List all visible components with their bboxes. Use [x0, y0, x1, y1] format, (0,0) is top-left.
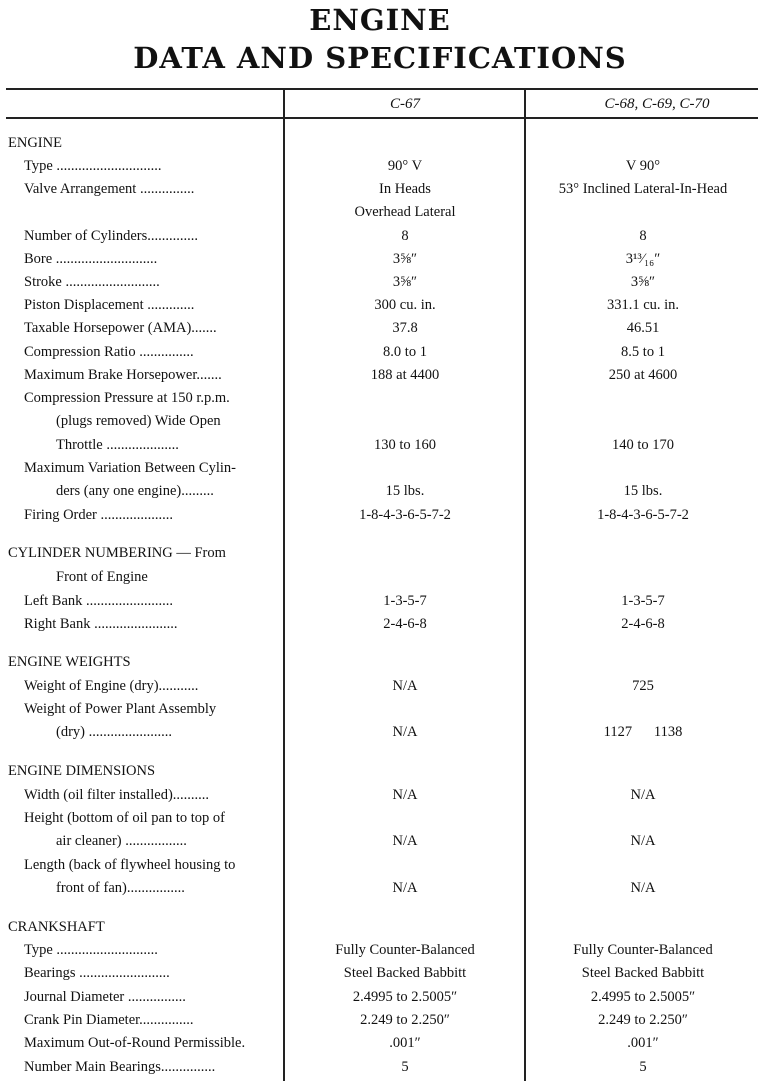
value-c68-c70: 15 lbs. — [623, 483, 663, 499]
column-header-c68-c70: C-68, C-69, C-70 — [604, 96, 710, 112]
table-row — [0, 457, 760, 480]
table-row — [0, 341, 760, 364]
value-c68-c70: Fully Counter-Balanced — [573, 942, 713, 958]
header-bottom-rule — [6, 117, 758, 119]
section-heading-row — [0, 916, 760, 939]
section-label: ENGINE DIMENSIONS — [8, 763, 156, 779]
value-c68-c70: 725 — [632, 678, 654, 694]
spec-label: Left Bank ........................ — [24, 593, 174, 609]
spec-label: front of fan)................ — [56, 880, 185, 896]
value-c68-c70: 250 at 4600 — [608, 367, 678, 383]
spec-label: Compression Ratio ............... — [24, 344, 194, 360]
value-c67: Fully Counter-Balanced — [335, 942, 475, 958]
table-row — [0, 1032, 760, 1055]
value-c68-c70: N/A — [630, 833, 656, 849]
table-row — [0, 317, 760, 340]
value-c67: N/A — [392, 724, 418, 740]
value-c68-c70: 5 — [639, 1059, 647, 1075]
value-c68-c70: 2.249 to 2.250″ — [598, 1012, 688, 1028]
spec-label: Bore ............................ — [24, 251, 158, 267]
value-c67: 3⅝″ — [392, 251, 418, 267]
section-label: CYLINDER NUMBERING — From — [8, 545, 226, 561]
spec-label: Bearings ......................... — [24, 965, 170, 981]
table-row — [0, 480, 760, 503]
spec-label: Journal Diameter ................ — [24, 989, 186, 1005]
table-row — [0, 939, 760, 962]
page-title-line-1: ENGINE — [309, 3, 451, 37]
table-row — [0, 566, 760, 589]
value-c68-c70: 331.1 cu. in. — [606, 297, 680, 313]
section-heading-row — [0, 760, 760, 783]
spec-label: Weight of Engine (dry)........... — [24, 678, 199, 694]
value-c67: 1-8-4-3-6-5-7-2 — [359, 507, 451, 523]
spec-label: Weight of Power Plant Assembly — [24, 701, 217, 717]
value-c67: N/A — [392, 833, 418, 849]
table-row — [0, 364, 760, 387]
section-label: ENGINE — [8, 135, 62, 151]
spec-label: Crank Pin Diameter............... — [24, 1012, 194, 1028]
value-c68-c70: 3¹³⁄₁₆″ — [625, 251, 661, 267]
value-c67: Overhead Lateral — [354, 204, 456, 220]
value-c68-c70: N/A — [630, 787, 656, 803]
value-c67: N/A — [392, 880, 418, 896]
section-heading-row — [0, 651, 760, 674]
value-c67: 1-3-5-7 — [383, 593, 427, 609]
section-heading-row — [0, 542, 760, 565]
value-c67: 37.8 — [392, 320, 418, 336]
table-row — [0, 854, 760, 877]
value-c67: Steel Backed Babbitt — [343, 965, 467, 981]
table-row — [0, 201, 760, 224]
value-c67: 300 cu. in. — [374, 297, 436, 313]
table-row — [0, 721, 760, 744]
spec-label: Right Bank ....................... — [24, 616, 178, 632]
value-c67: 8.0 to 1 — [383, 344, 427, 360]
table-top-rule — [6, 88, 758, 90]
value-c67: .001″ — [389, 1035, 421, 1051]
table-row — [0, 294, 760, 317]
table-row — [0, 877, 760, 900]
value-c67: 5 — [401, 1059, 409, 1075]
value-c68-c70: V 90° — [625, 158, 661, 174]
table-row — [0, 1009, 760, 1032]
table-row — [0, 613, 760, 636]
value-c67: 130 to 160 — [373, 437, 437, 453]
spec-label: Firing Order .................... — [24, 507, 174, 523]
table-row — [0, 590, 760, 613]
table-row — [0, 271, 760, 294]
spec-label: Number Main Bearings............... — [24, 1059, 216, 1075]
value-c67: 8 — [401, 228, 409, 244]
spec-label: Height (bottom of oil pan to top of — [24, 810, 225, 826]
value-c67: 3⅝″ — [392, 274, 418, 290]
table-row — [0, 1056, 760, 1079]
spec-label: Type ............................. — [24, 158, 162, 174]
spec-label: ders (any one engine)......... — [56, 483, 214, 499]
table-row — [0, 784, 760, 807]
value-c68-c70: 140 to 170 — [611, 437, 675, 453]
spec-label: Width (oil filter installed).......... — [24, 787, 210, 803]
spec-label: Piston Displacement ............. — [24, 297, 195, 313]
value-c67: 2.249 to 2.250″ — [360, 1012, 450, 1028]
table-row — [0, 248, 760, 271]
value-c67: In Heads — [379, 181, 431, 197]
value-c68-c70: 46.51 — [626, 320, 660, 336]
value-c68-c70: 1-8-4-3-6-5-7-2 — [597, 507, 689, 523]
spec-label: Taxable Horsepower (AMA)....... — [24, 320, 217, 336]
spec-label: Compression Pressure at 150 r.p.m. — [24, 390, 230, 406]
spec-label: air cleaner) ................. — [56, 833, 187, 849]
table-row — [0, 387, 760, 410]
value-c67: 2.4995 to 2.5005″ — [352, 989, 458, 1005]
table-row — [0, 675, 760, 698]
value-c67: 90° V — [387, 158, 423, 174]
spec-label: Maximum Variation Between Cylin- — [24, 460, 236, 476]
column-header-c67: C-67 — [390, 96, 420, 112]
table-row — [0, 504, 760, 527]
table-row — [0, 962, 760, 985]
spec-label: Stroke .......................... — [24, 274, 160, 290]
table-row — [0, 830, 760, 853]
page-title-line-2: DATA AND SPECIFICATIONS — [133, 41, 627, 75]
value-c67: N/A — [392, 787, 418, 803]
table-row — [0, 155, 760, 178]
spec-label: Maximum Out-of-Round Permissible. — [24, 1035, 246, 1051]
spec-label: Maximum Brake Horsepower....... — [24, 367, 222, 383]
table-row — [0, 698, 760, 721]
table-row — [0, 225, 760, 248]
spec-label: (plugs removed) Wide Open — [56, 413, 221, 429]
spec-label: Throttle .................... — [56, 437, 179, 453]
value-c68-c70: 8 — [639, 228, 647, 244]
value-c68-c70: 8.5 to 1 — [621, 344, 665, 360]
table-row — [0, 410, 760, 433]
value-c67: 2-4-6-8 — [383, 616, 427, 632]
value-c68-c70: 2-4-6-8 — [621, 616, 665, 632]
spec-label: Front of Engine — [56, 569, 148, 585]
spec-label: (dry) ....................... — [56, 724, 172, 740]
spec-label: Valve Arrangement ............... — [24, 181, 195, 197]
value-c68-c70: 3⅝″ — [630, 274, 656, 290]
table-row — [0, 986, 760, 1009]
value-c68-c70: 53° Inclined Lateral-In-Head — [558, 181, 728, 197]
spec-label: Length (back of flywheel housing to — [24, 857, 236, 873]
spec-label: Type ............................ — [24, 942, 158, 958]
value-c68-c70: 1127 1138 — [603, 724, 683, 740]
value-c67: 188 at 4400 — [370, 367, 440, 383]
value-c67: N/A — [392, 678, 418, 694]
section-label: CRANKSHAFT — [8, 919, 105, 935]
table-row — [0, 807, 760, 830]
section-heading-row — [0, 132, 760, 155]
value-c67: 15 lbs. — [385, 483, 425, 499]
value-c68-c70: 1-3-5-7 — [621, 593, 665, 609]
spec-label: Number of Cylinders.............. — [24, 228, 198, 244]
value-c68-c70: 2.4995 to 2.5005″ — [590, 989, 696, 1005]
section-label: ENGINE WEIGHTS — [8, 654, 131, 670]
table-row — [0, 434, 760, 457]
table-row — [0, 178, 760, 201]
value-c68-c70: N/A — [630, 880, 656, 896]
value-c68-c70: Steel Backed Babbitt — [581, 965, 705, 981]
value-c68-c70: .001″ — [627, 1035, 659, 1051]
